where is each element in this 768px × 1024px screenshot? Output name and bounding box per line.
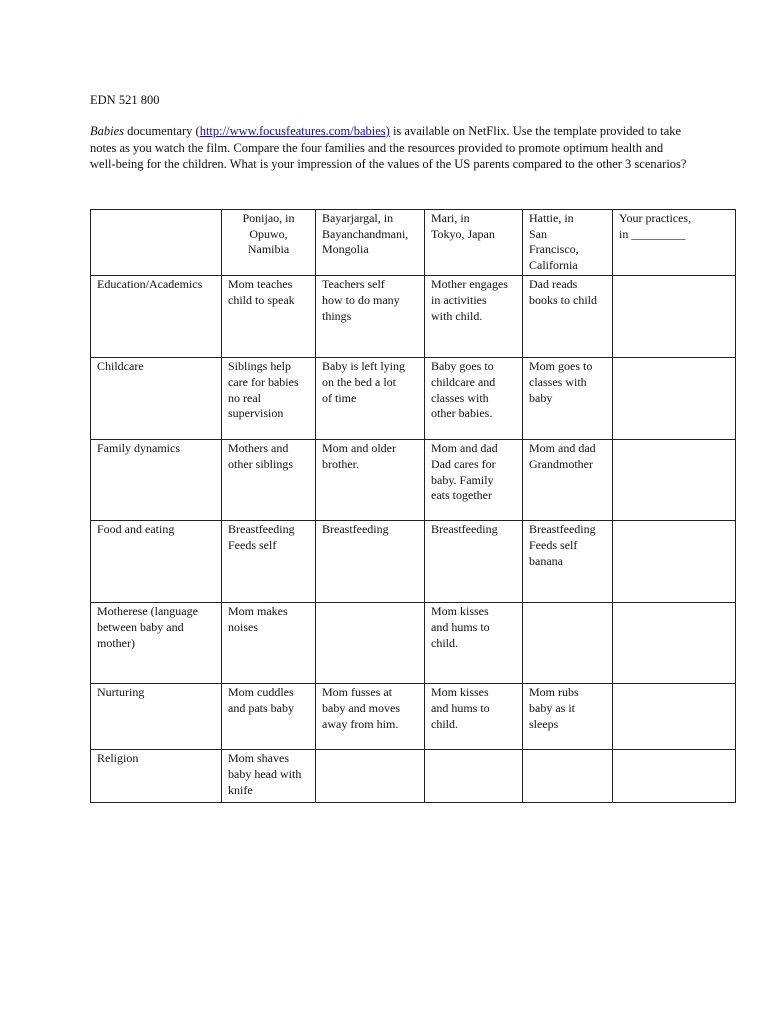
cell-text-line: books to child bbox=[529, 292, 597, 307]
instructions-text-before-link: documentary ( bbox=[124, 124, 200, 138]
cell-text-line: Francisco, bbox=[529, 242, 579, 257]
cell-text-line: no real bbox=[228, 390, 261, 405]
cell-text-line: Hattie, in bbox=[529, 211, 574, 225]
cell-text-line: banana bbox=[529, 553, 563, 568]
cell-text-line: and hums to bbox=[431, 619, 490, 634]
cell-text-line: baby and moves bbox=[322, 700, 400, 715]
category-cell bbox=[91, 358, 222, 440]
cell-text-line: how to do many bbox=[322, 292, 400, 307]
cell-text-line: Religion bbox=[97, 751, 139, 766]
table-row bbox=[91, 750, 736, 803]
cell-text-line: childcare and bbox=[431, 374, 496, 389]
table-row bbox=[91, 684, 736, 750]
cell-text-line: things bbox=[322, 308, 352, 323]
header-cell-category bbox=[91, 210, 222, 276]
cell-text-line: brother. bbox=[322, 456, 359, 471]
cell-text-line: noises bbox=[228, 619, 258, 634]
cell-text-line: and hums to bbox=[431, 700, 490, 715]
your-practices-cell bbox=[613, 750, 736, 803]
comparison-table bbox=[90, 209, 736, 803]
table-cell bbox=[222, 358, 316, 440]
cell-text-line: Mom kisses bbox=[431, 604, 489, 619]
table-row bbox=[91, 358, 736, 440]
category-cell bbox=[91, 750, 222, 803]
cell-text-line: baby. Family bbox=[431, 472, 494, 487]
cell-text-line: Mom goes to bbox=[529, 359, 593, 374]
cell-text-line: baby head with bbox=[228, 766, 302, 781]
cell-text-line: on the bed a lot bbox=[322, 374, 396, 389]
table-cell bbox=[316, 276, 425, 358]
cell-text-line: Food and eating bbox=[97, 522, 175, 537]
table-cell bbox=[222, 276, 316, 358]
table-cell bbox=[425, 603, 523, 684]
category-cell bbox=[91, 684, 222, 750]
cell-text-line: Motherese (language bbox=[97, 604, 198, 619]
cell-text-line: Mom teaches bbox=[228, 277, 293, 292]
cell-text-line: with child. bbox=[431, 308, 483, 323]
table-cell bbox=[316, 684, 425, 750]
table-cell bbox=[425, 358, 523, 440]
table-cell bbox=[425, 684, 523, 750]
cell-text-line: Mom and dad bbox=[431, 441, 498, 456]
table-cell bbox=[425, 276, 523, 358]
table-row bbox=[91, 440, 736, 521]
cell-text-line: classes with bbox=[431, 390, 489, 405]
your-practices-cell bbox=[613, 276, 736, 358]
your-practices-cell bbox=[613, 684, 736, 750]
table-cell bbox=[222, 603, 316, 684]
instructions-text-after-link: is available on NetFlix. Use the template provided to take notes as you watch the film. Compare the four families and the resources provided to promote optimum health and well-being for the children. What is your impression of the values of the US parents compared to the other 3 scenarios? bbox=[90, 124, 687, 171]
cell-text-line: Family dynamics bbox=[97, 441, 180, 456]
documentary-link[interactable]: http://www.focusfeatures.com/babies) bbox=[199, 124, 390, 138]
your-practices-cell bbox=[613, 521, 736, 603]
documentary-title: Babies bbox=[90, 124, 125, 138]
table-cell bbox=[425, 750, 523, 803]
cell-text-line: Mom rubs bbox=[529, 685, 579, 700]
cell-text-line: Bayarjargal, in bbox=[322, 211, 394, 225]
cell-text-line: Mom kisses bbox=[431, 685, 489, 700]
cell-text-line: Ponijao, in bbox=[242, 211, 295, 225]
table-cell bbox=[523, 276, 613, 358]
cell-text-line: Mongolia bbox=[322, 242, 369, 257]
category-cell bbox=[91, 521, 222, 603]
cell-text-line: Breastfeeding bbox=[228, 522, 295, 537]
cell-text-line: Mom cuddles bbox=[228, 685, 294, 700]
cell-text-line: Mom shaves bbox=[228, 751, 289, 766]
cell-text-line: Childcare bbox=[97, 359, 144, 374]
cell-text-line: of time bbox=[322, 390, 357, 405]
cell-text-line: Feeds self bbox=[529, 537, 578, 552]
cell-text-line: Breastfeeding bbox=[529, 522, 596, 537]
course-code: EDN 521 800 bbox=[90, 93, 160, 107]
cell-text-line: Breastfeeding bbox=[431, 522, 498, 537]
cell-text-line: in activities bbox=[431, 292, 487, 307]
table-cell bbox=[316, 750, 425, 803]
cell-text-line: supervision bbox=[228, 406, 284, 421]
your-practices-cell bbox=[613, 603, 736, 684]
cell-text-line: care for babies bbox=[228, 374, 299, 389]
header-cell-bayarjargal bbox=[316, 210, 425, 276]
table-header-row bbox=[91, 210, 736, 276]
cell-text-line: Bayanchandmani, bbox=[322, 226, 409, 241]
category-cell bbox=[91, 603, 222, 684]
cell-text-line: in _________ bbox=[619, 226, 686, 241]
cell-text-line: Breastfeeding bbox=[322, 522, 389, 537]
cell-text-line: baby as it bbox=[529, 700, 575, 715]
cell-text-line: Mom and older bbox=[322, 441, 396, 456]
table-cell bbox=[523, 440, 613, 521]
header-cell-mari bbox=[425, 210, 523, 276]
cell-text-line: child. bbox=[431, 635, 458, 650]
cell-text-line: Baby is left lying bbox=[322, 359, 405, 374]
cell-text-line: Mom makes bbox=[228, 604, 288, 619]
your-practices-cell bbox=[613, 440, 736, 521]
table-cell bbox=[316, 440, 425, 521]
cell-text-line: child. bbox=[431, 716, 458, 731]
cell-text-line: sleeps bbox=[529, 716, 559, 731]
cell-text-line: California bbox=[529, 257, 578, 272]
cell-text-line: Opuwo, bbox=[249, 226, 288, 241]
table-cell bbox=[425, 521, 523, 603]
table-cell bbox=[523, 521, 613, 603]
header-cell-ponijao bbox=[222, 210, 316, 276]
table-row bbox=[91, 276, 736, 358]
cell-text-line: baby bbox=[529, 390, 553, 405]
table-cell bbox=[222, 521, 316, 603]
table-cell bbox=[316, 521, 425, 603]
assignment-instructions bbox=[90, 123, 690, 173]
cell-text-line: Feeds self bbox=[228, 537, 277, 552]
cell-text-line: knife bbox=[228, 782, 253, 797]
cell-text-line: other babies. bbox=[431, 406, 493, 421]
cell-text-line: and pats baby bbox=[228, 700, 294, 715]
cell-text-line: Teachers self bbox=[322, 277, 385, 292]
cell-text-line: Mom and dad bbox=[529, 441, 596, 456]
cell-text-line: away from him. bbox=[322, 716, 399, 731]
table-cell bbox=[222, 750, 316, 803]
table-cell bbox=[316, 603, 425, 684]
category-cell bbox=[91, 276, 222, 358]
cell-text-line: other siblings bbox=[228, 456, 293, 471]
cell-text-line: child to speak bbox=[228, 292, 295, 307]
cell-text-line: Siblings help bbox=[228, 359, 292, 374]
category-cell bbox=[91, 440, 222, 521]
header-cell-hattie bbox=[523, 210, 613, 276]
table-cell bbox=[222, 684, 316, 750]
cell-text-line: eats together bbox=[431, 488, 492, 503]
table-cell bbox=[425, 440, 523, 521]
table-cell bbox=[523, 750, 613, 803]
cell-text-line: Namibia bbox=[247, 242, 290, 257]
header-cell-your-practices bbox=[613, 210, 736, 276]
cell-text-line: Education/Academics bbox=[97, 277, 203, 292]
table-cell bbox=[523, 358, 613, 440]
cell-text-line: Mari, in bbox=[431, 211, 470, 225]
cell-text-line: classes with bbox=[529, 374, 587, 389]
table-row bbox=[91, 603, 736, 684]
cell-text-line: Baby goes to bbox=[431, 359, 494, 374]
table-cell bbox=[316, 358, 425, 440]
table-cell bbox=[222, 440, 316, 521]
cell-text-line: Dad cares for bbox=[431, 456, 496, 471]
your-practices-cell bbox=[613, 358, 736, 440]
cell-text-line: Your practices, bbox=[619, 211, 692, 225]
cell-text-line: Dad reads bbox=[529, 277, 578, 292]
cell-text-line: Grandmother bbox=[529, 456, 593, 471]
table-cell bbox=[523, 684, 613, 750]
cell-text-line: Mothers and bbox=[228, 441, 289, 456]
table-cell bbox=[523, 603, 613, 684]
table-row bbox=[91, 521, 736, 603]
cell-text-line: Mom fusses at bbox=[322, 685, 392, 700]
cell-text-line: mother) bbox=[97, 635, 135, 650]
cell-text-line: San bbox=[529, 226, 547, 241]
cell-text-line: Tokyo, Japan bbox=[431, 226, 495, 241]
cell-text-line: Mother engages bbox=[431, 277, 508, 292]
cell-text-line: Nurturing bbox=[97, 685, 145, 700]
cell-text-line: between baby and bbox=[97, 619, 184, 634]
